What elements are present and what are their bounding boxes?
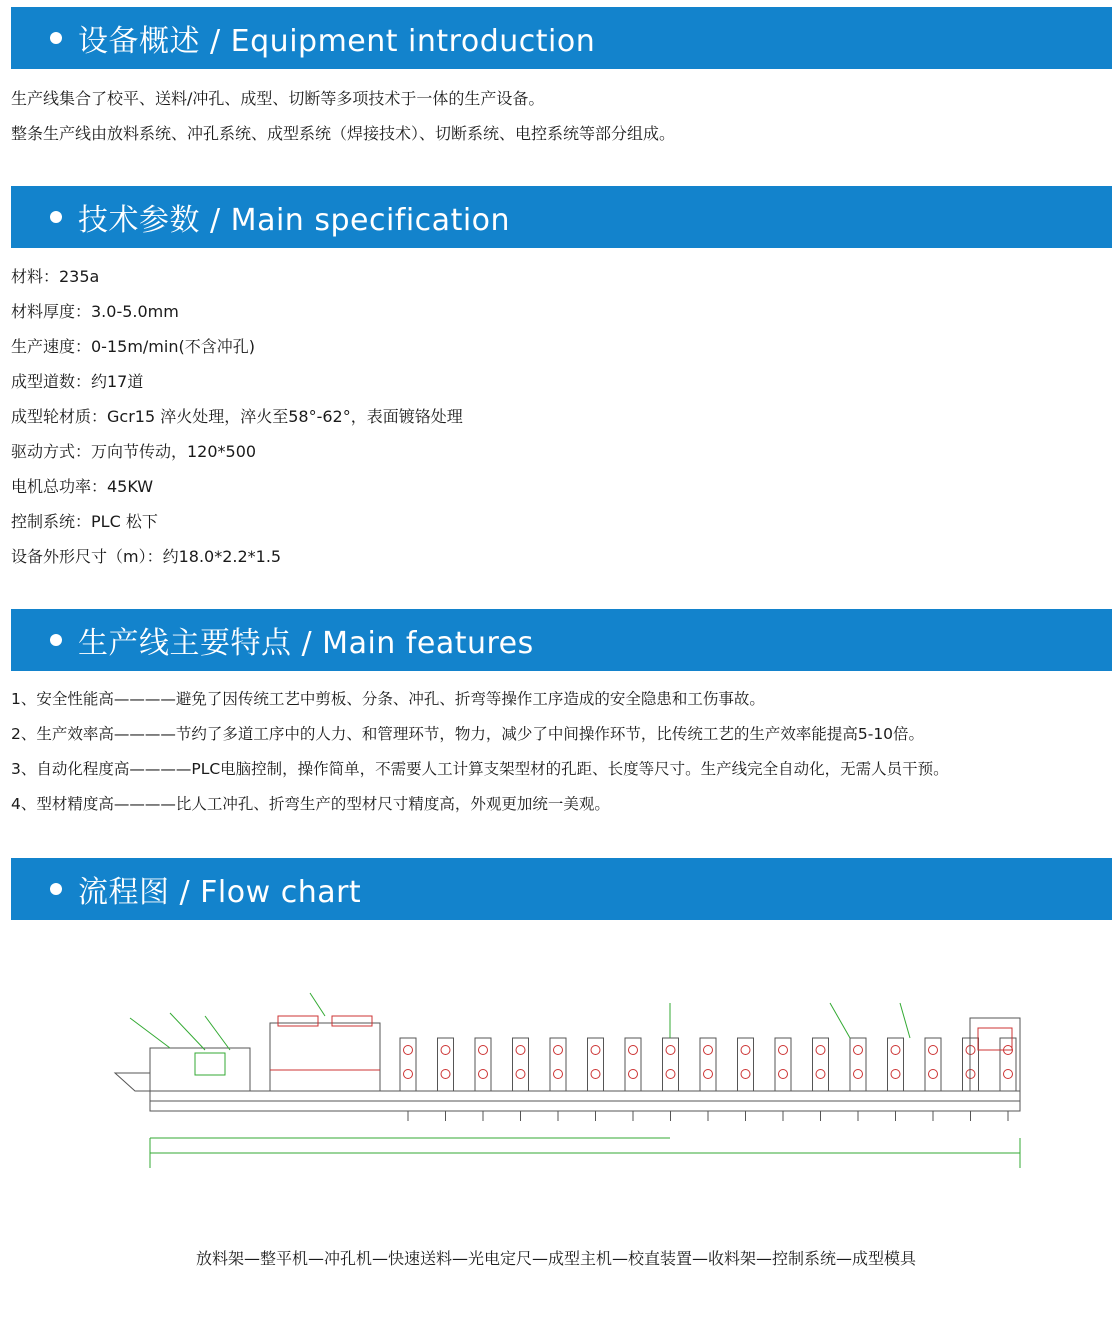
forming-roller bbox=[704, 1046, 713, 1055]
forming-roller bbox=[479, 1070, 488, 1079]
section-header-flow-chart bbox=[11, 858, 1112, 920]
features-list bbox=[11, 682, 949, 822]
forming-roller bbox=[816, 1046, 825, 1055]
forming-roller bbox=[441, 1070, 450, 1079]
forming-roller bbox=[779, 1070, 788, 1079]
section-header-main-features bbox=[11, 609, 1112, 671]
forming-roller bbox=[479, 1046, 488, 1055]
forming-roller bbox=[591, 1046, 600, 1055]
spec-list bbox=[11, 259, 463, 574]
forming-roller bbox=[854, 1046, 863, 1055]
forming-roller bbox=[1004, 1070, 1013, 1079]
forming-roller bbox=[516, 1046, 525, 1055]
forming-roller bbox=[629, 1046, 638, 1055]
forming-roller bbox=[629, 1070, 638, 1079]
cutting-head bbox=[978, 1028, 1012, 1050]
leveler-frame bbox=[150, 1048, 250, 1091]
section-header-main-specification bbox=[11, 186, 1112, 248]
forming-roller bbox=[704, 1070, 713, 1079]
production-line-drawing bbox=[110, 988, 1030, 1193]
forming-roller bbox=[816, 1070, 825, 1079]
leader-line bbox=[130, 1018, 170, 1048]
leader-line bbox=[830, 1003, 850, 1038]
forming-roller bbox=[929, 1046, 938, 1055]
section-header-equipment-introduction bbox=[11, 7, 1112, 69]
forming-roller bbox=[854, 1070, 863, 1079]
spec-item: 材料：235a bbox=[11, 267, 100, 286]
feature-item: 4、型材精度高————比人工冲孔、折弯生产的型材尺寸精度高，外观更加统一美观。 bbox=[11, 795, 610, 813]
spec-item: 成型轮材质：Gcr15 淬火处理，淬火至58°-62°，表面镀铬处理 bbox=[11, 407, 463, 426]
spec-item: 材料厚度：3.0-5.0mm bbox=[11, 302, 179, 321]
leader-line bbox=[900, 1003, 910, 1038]
spec-item: 生产速度：0-15m/min(不含冲孔) bbox=[11, 337, 255, 356]
forming-roller bbox=[554, 1046, 563, 1055]
forming-roller bbox=[741, 1070, 750, 1079]
section-title: 生产线主要特点 / Main features bbox=[78, 626, 534, 661]
intro-line: 整条生产线由放料系统、冲孔系统、成型系统（焊接技术）、切断系统、电控系统等部分组成。 bbox=[11, 124, 676, 143]
forming-roller bbox=[666, 1046, 675, 1055]
spec-item: 设备外形尺寸（m）：约18.0*2.2*1.5 bbox=[11, 547, 282, 566]
leveler-box bbox=[195, 1053, 225, 1075]
section-title: 设备概述 / Equipment introduction bbox=[78, 24, 596, 59]
forming-roller bbox=[404, 1070, 413, 1079]
press-top-left bbox=[278, 1016, 318, 1026]
feature-item: 3、自动化程度高————PLC电脑控制，操作简单，不需要人工计算支架型材的孔距、长度等尺寸。生产线完全自动化，无需人员干预。 bbox=[11, 760, 949, 778]
forming-roller bbox=[404, 1046, 413, 1055]
intro-line: 生产线集合了校平、送料/冲孔、成型、切断等多项技术于一体的生产设备。 bbox=[11, 89, 545, 108]
section-title: 流程图 / Flow chart bbox=[78, 875, 362, 910]
bullet-dot-icon bbox=[50, 211, 62, 223]
forming-roller bbox=[441, 1046, 450, 1055]
spec-item: 驱动方式：万向节传动，120*500 bbox=[11, 442, 257, 461]
bullet-dot-icon bbox=[50, 634, 62, 646]
forming-roller bbox=[666, 1070, 675, 1079]
forming-roller bbox=[891, 1070, 900, 1079]
leader-line bbox=[310, 993, 325, 1016]
bullet-dot-icon bbox=[50, 32, 62, 44]
forming-roller bbox=[554, 1070, 563, 1079]
flow-caption: 放料架—整平机—冲孔机—快速送料—光电定尺—成型主机—校直装置—收料架—控制系统—成型模具 bbox=[195, 1249, 916, 1268]
leader-line bbox=[205, 1016, 230, 1050]
spec-item: 成型道数：约17道 bbox=[11, 372, 144, 391]
press-top-right bbox=[332, 1016, 372, 1026]
forming-roller bbox=[516, 1070, 525, 1079]
forming-roller bbox=[779, 1046, 788, 1055]
feature-item: 1、安全性能高————避免了因传统工艺中剪板、分条、冲孔、折弯等操作工序造成的安全隐患和工伤事故。 bbox=[11, 690, 765, 708]
bullet-dot-icon bbox=[50, 883, 62, 895]
intro-text bbox=[11, 81, 675, 151]
forming-roller bbox=[891, 1046, 900, 1055]
punching-press bbox=[270, 1023, 380, 1091]
forming-roller bbox=[591, 1070, 600, 1079]
feature-item: 2、生产效率高————节约了多道工序中的人力、和管理环节，物力，减少了中间操作环节，比传统工艺的生产效率能提高5-10倍。 bbox=[11, 725, 925, 743]
spec-item: 电机总功率：45KW bbox=[11, 477, 154, 496]
forming-roller bbox=[929, 1070, 938, 1079]
forming-roller bbox=[741, 1046, 750, 1055]
uncoiler-arm bbox=[115, 1073, 150, 1091]
spec-item: 控制系统：PLC 松下 bbox=[11, 512, 158, 531]
section-title: 技术参数 / Main specification bbox=[78, 203, 511, 238]
leader-line bbox=[170, 1013, 205, 1050]
